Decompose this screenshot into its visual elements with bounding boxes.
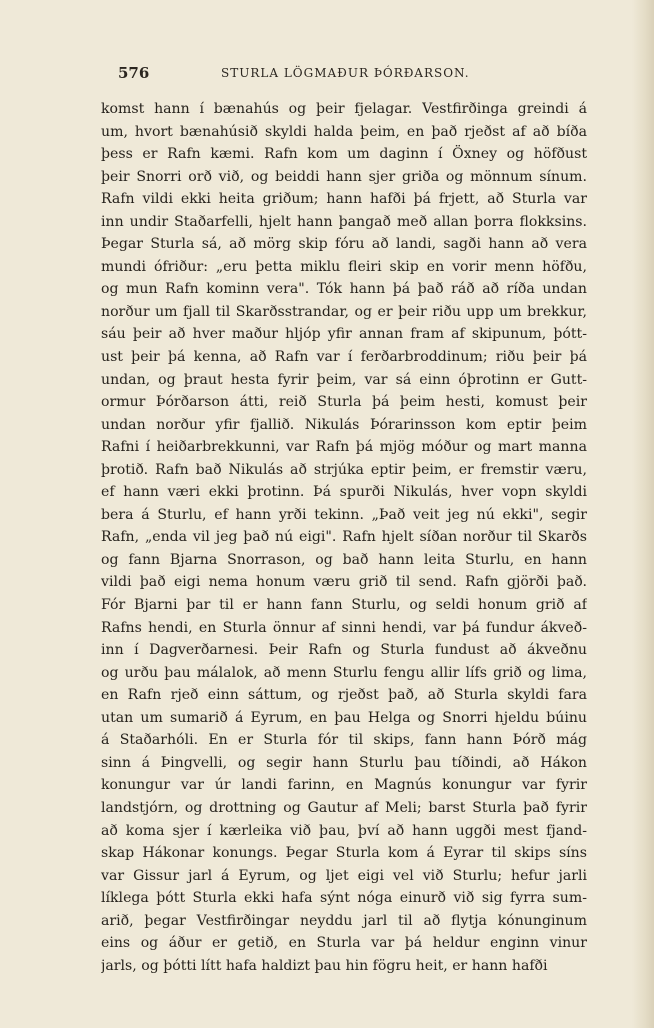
text-line: norður um fjall til Skarðsstrandar, og er þeir riðu upp um brekkur, — [101, 303, 587, 320]
text-line: inn undir Staðarfelli, hjelt hann þangað með allan þorra flokksins. — [101, 213, 587, 230]
text-line: inn í Dagverðarnesi. Þeir Rafn og Sturla fundust að ákveðnu — [101, 642, 587, 659]
text-line: skap Hákonar konungs. Þegar Sturla kom á Eyrar til skips síns — [101, 845, 587, 862]
text-line: var Gissur jarl á Eyrum, og ljet eigi vel við Sturlu; hefur jarli — [101, 867, 587, 884]
text-line: og fann Bjarna Snorrason, og bað hann leita Sturlu, en hann — [101, 551, 587, 568]
text-line: sinn á Þingvelli, og segir hann Sturlu þau tíðindi, að Hákon — [101, 754, 587, 771]
text-line: eins og áður er getið, en Sturla var þá heldur enginn vinur — [101, 935, 587, 952]
text-line: á Staðarhóli. En er Sturla fór til skips, fann hann Þórð mág — [101, 732, 587, 749]
text-line: sáu þeir að hver maður hljóp yfir annan fram af skipunum, þótt- — [101, 326, 587, 343]
page-edge — [632, 0, 654, 1028]
text-line: komst hann í bænahús og þeir fjelagar. Vestfirðinga greindi á — [101, 101, 587, 117]
text-line: Rafni í heiðarbrekkunni, var Rafn þá mjög móður og mart manna — [101, 439, 587, 456]
running-head: STURLA LÖGMAÐUR ÞÓRÐARSON. — [221, 66, 470, 80]
text-line: ef hann væri ekki þrotinn. Þá spurði Nikulás, hver vopn skyldi — [101, 484, 587, 501]
body-text — [101, 98, 587, 977]
text-line: ormur Þórðarson átti, reið Sturla þá þeim hesti, komust þeir — [101, 394, 587, 411]
text-line: arið, þegar Vestfirðingar neyddu jarl til að flytja kónunginum — [101, 912, 587, 929]
text-line: jarls, og þótti lítt hafa haldizt þau hin fögru heit, er hann hafði — [101, 957, 548, 974]
page-header — [118, 64, 538, 86]
text-line: Fór Bjarni þar til er hann fann Sturlu, og seldi honum grið af — [101, 597, 587, 614]
text-line: undan norður yfir fjallið. Nikulás Þórarinsson kom eptir þeim — [101, 416, 587, 433]
text-line: Rafns hendi, en Sturla önnur af sinni hendi, var þá fundur ákveð- — [101, 619, 587, 636]
text-line: þess er Rafn kæmi. Rafn kom um daginn í Öxney og höfðust — [101, 146, 587, 163]
text-line: líklega þótt Sturla ekki hafa sýnt nóga einurð við sig fyrra sum- — [101, 890, 587, 907]
text-line: Rafn vildi ekki heita griðum; hann hafði þá frjett, að Sturla var — [101, 191, 587, 208]
text-line: konungur var úr landi farinn, en Magnús konungur var fyrir — [101, 777, 587, 794]
text-line: ust þeir þá kenna, að Rafn var í ferðarbroddinum; riðu þeir þá — [101, 349, 587, 366]
text-line: þrotið. Rafn bað Nikulás að strjúka eptir þeim, er fremstir væru, — [101, 461, 587, 478]
page-number: 576 — [118, 64, 150, 82]
text-line: utan um sumarið á Eyrum, en þau Helga og Snorri hjeldu búinu — [101, 709, 587, 726]
text-line: Rafn, „enda vil jeg það nú eigi". Rafn hjelt síðan norður til Skarðs — [101, 529, 587, 546]
text-line: bera á Sturlu, ef hann yrði tekinn. „Það veit jeg nú ekki", segir — [101, 506, 587, 523]
text-line: mundi ófriður: „eru þetta miklu fleiri skip en vorir menn höfðu, — [101, 258, 587, 275]
text-line: Þegar Sturla sá, að mörg skip fóru að landi, sagði hann að vera — [101, 236, 587, 253]
text-line: undan, og þraut hesta fyrir þeim, var sá einn óþrotinn er Gutt- — [101, 371, 587, 388]
text-line: að koma sjer í kærleika við þau, því að hann uggði mest fjand- — [101, 822, 587, 839]
text-line: og urðu þau málalok, að menn Sturlu fengu allir lífs grið og lima, — [101, 664, 587, 681]
text-line: vildi það eigi nema honum væru grið til send. Rafn gjörði það. — [101, 574, 587, 591]
text-line: landstjórn, og drottning og Gautur af Meli; barst Sturla það fyrir — [101, 799, 587, 816]
text-line: og mun Rafn kominn vera". Tók hann þá það ráð að ríða undan — [101, 281, 587, 298]
text-line: þeir Snorri orð við, og beiddi hann sjer griða og mönnum sínum. — [101, 168, 587, 185]
text-line: um, hvort bænahúsið skyldi halda þeim, en það rjeðst af að bíða — [101, 123, 587, 140]
text-line: en Rafn rjeð einn sáttum, og rjeðst það, að Sturla skyldi fara — [101, 687, 587, 704]
